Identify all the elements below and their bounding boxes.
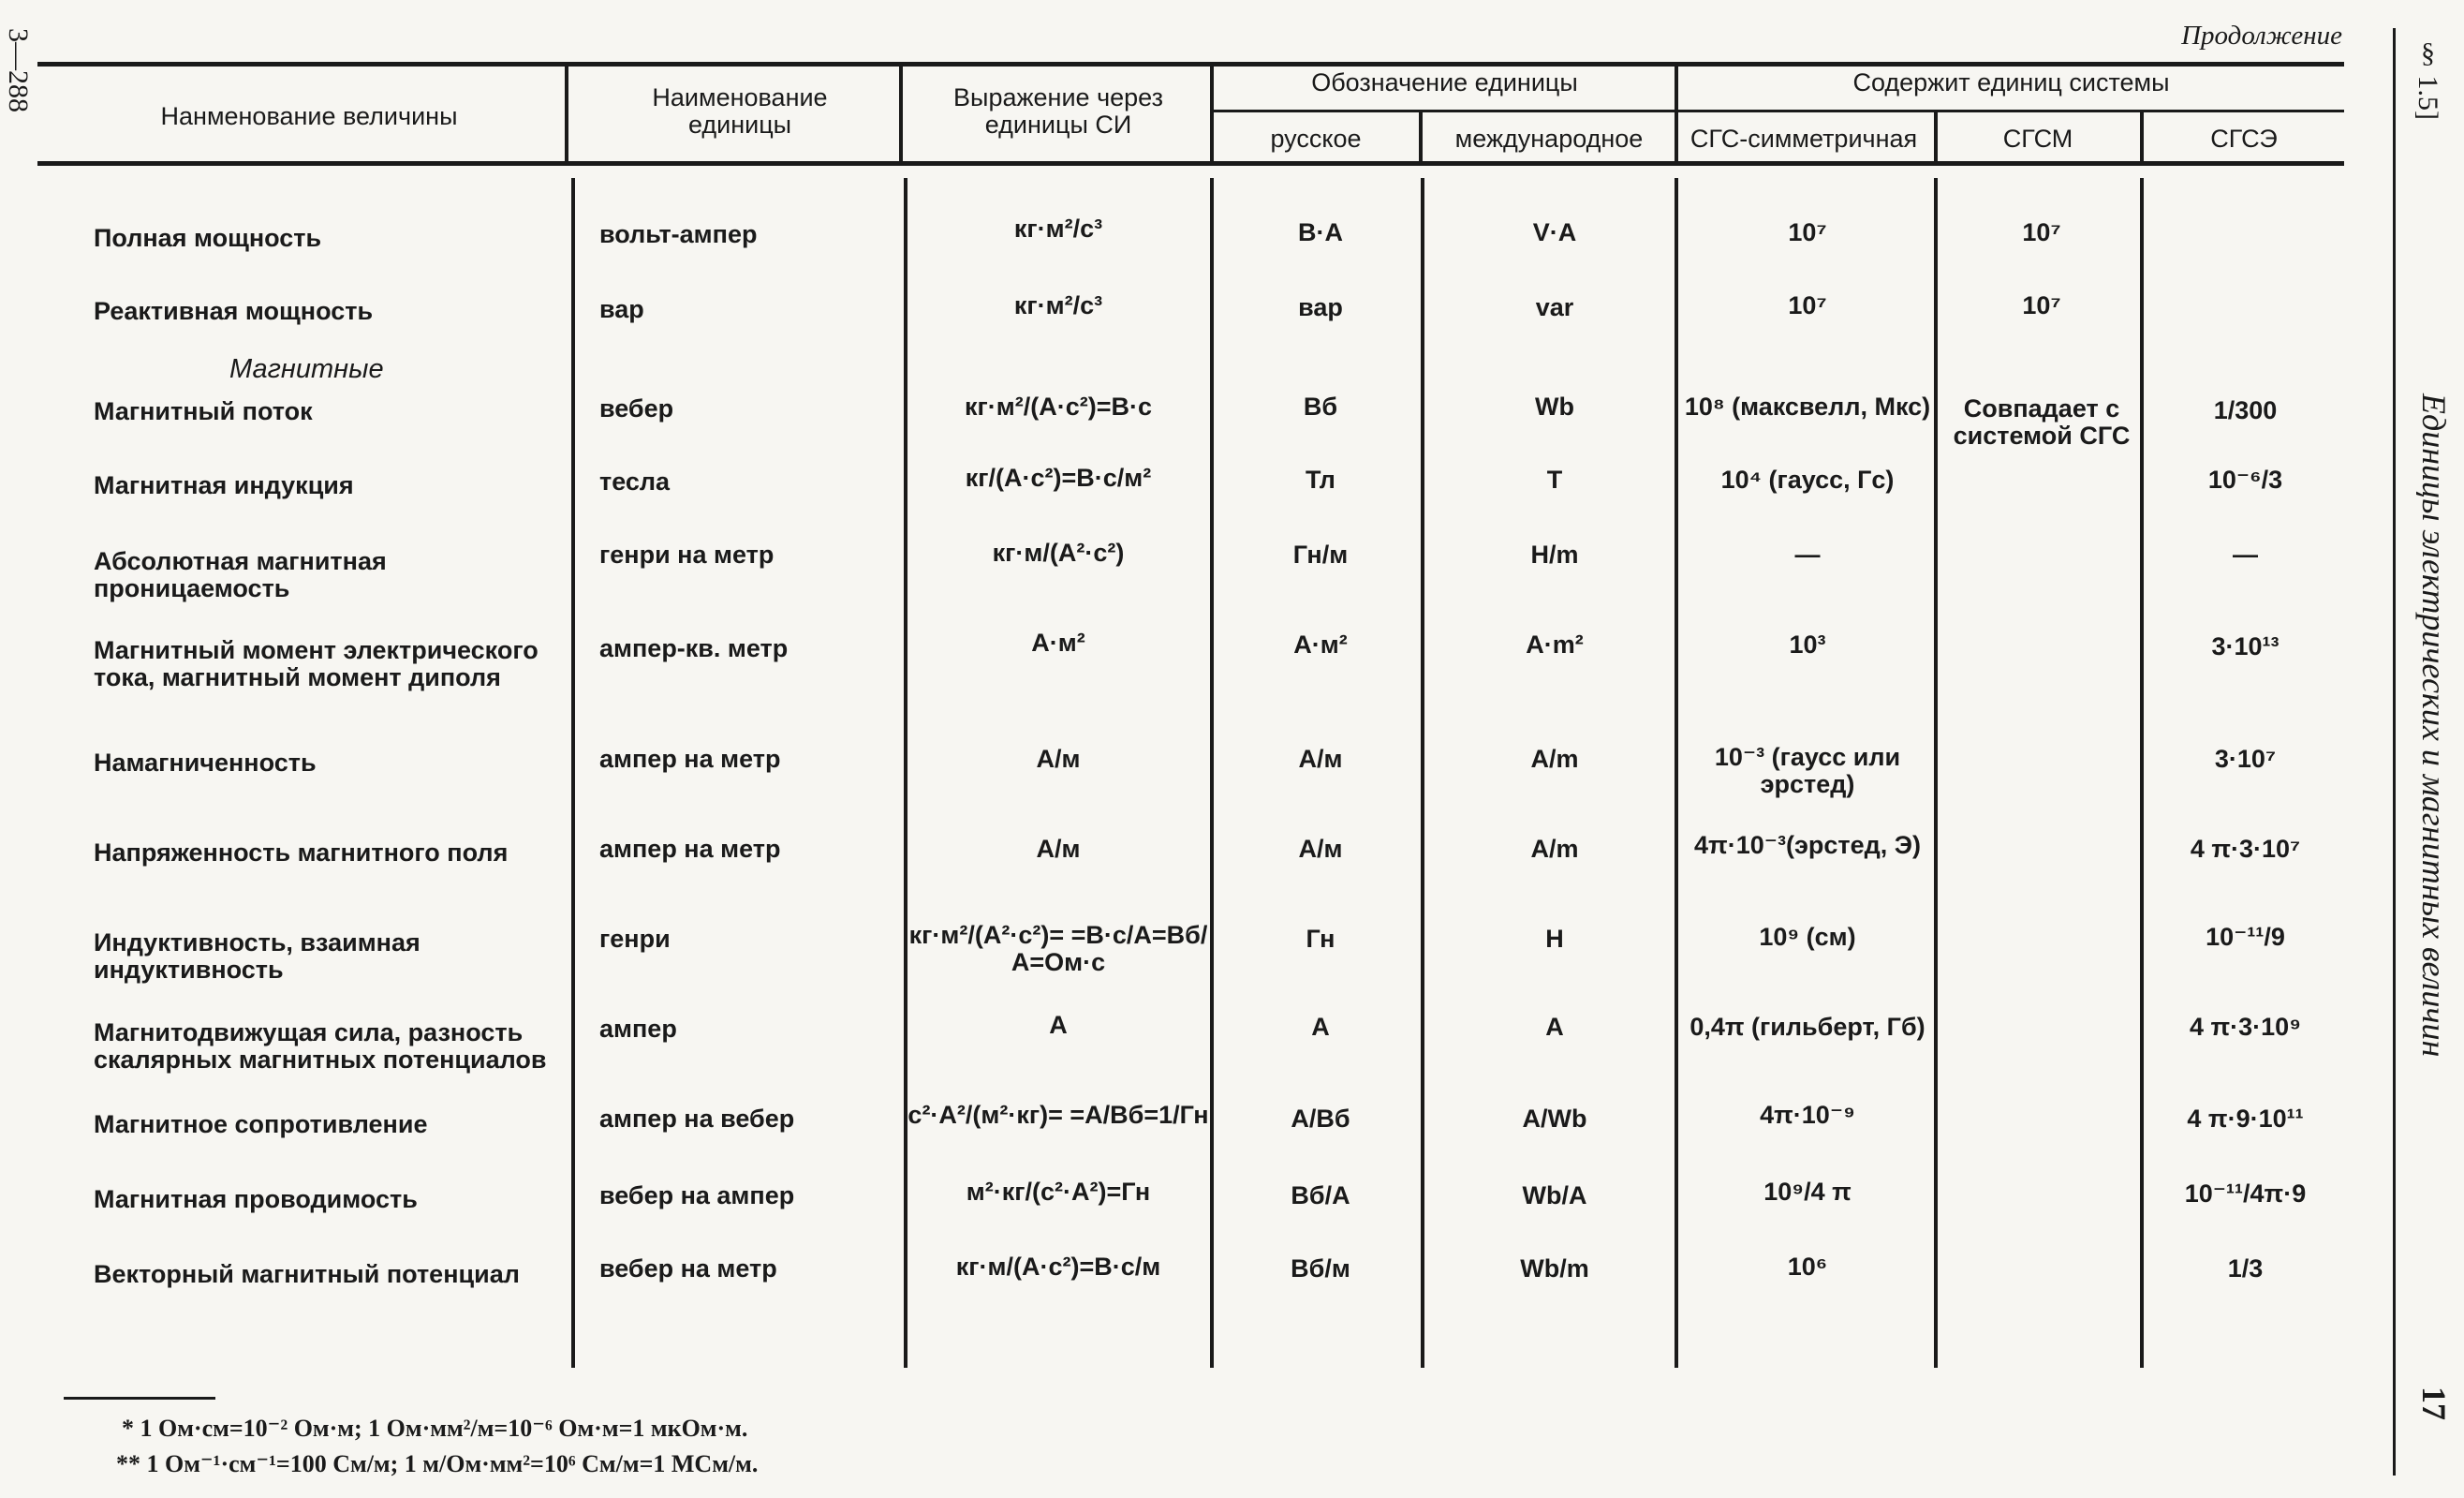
footnote-2: ** 1 Ом⁻¹·см⁻¹=100 См/м; 1 м/Ом·мм²=10⁶ См/м=1 МСм/м. bbox=[116, 1450, 759, 1477]
row-designation-ru: Вб bbox=[1303, 393, 1338, 421]
row-cgs-symmetric: 10⁶ bbox=[1787, 1253, 1828, 1281]
row-unit: ампер на метр bbox=[599, 835, 781, 863]
row-unit: вебер на метр bbox=[599, 1254, 777, 1283]
page-number: 17 bbox=[2415, 1387, 2453, 1420]
row-cgsm: 10⁷ bbox=[2022, 291, 2061, 319]
col-rule-4-header bbox=[1419, 112, 1423, 163]
col-rule-1-body bbox=[571, 178, 575, 1368]
table-top-rule bbox=[37, 62, 2344, 67]
row-cgs-symmetric: 10⁴ (гаусс, Гс) bbox=[1720, 466, 1895, 494]
row-designation-ru: А/Вб bbox=[1291, 1105, 1350, 1133]
row-designation-ru: А/м bbox=[1298, 835, 1343, 863]
col-rule-2-header bbox=[899, 66, 903, 163]
col-rule-3-header bbox=[1210, 66, 1214, 163]
row-designation-ru: Вб/м bbox=[1291, 1254, 1350, 1283]
row-si-expression: А/м bbox=[1036, 835, 1081, 863]
row-unit: вебер на ампер bbox=[599, 1181, 795, 1209]
row-designation-intl: H bbox=[1545, 925, 1564, 953]
section-magnetic: Магнитные bbox=[229, 354, 384, 384]
row-designation-ru: Тл bbox=[1306, 466, 1335, 494]
row-si-expression: м²·кг/(с²·А²)=Гн bbox=[966, 1178, 1151, 1206]
header-contains: Содержит единиц системы bbox=[1852, 68, 2170, 96]
row-cgs-symmetric: 0,4π (гильберт, Гб) bbox=[1689, 1013, 1925, 1041]
row-quantity: Магнитная индукция bbox=[94, 471, 354, 499]
header-designation: Обозначение единицы bbox=[1311, 68, 1578, 96]
row-designation-ru: В·А bbox=[1298, 218, 1343, 246]
right-margin-rule bbox=[2393, 28, 2396, 1476]
row-unit: тесла bbox=[599, 467, 671, 496]
row-designation-ru: Гн bbox=[1306, 925, 1335, 953]
row-quantity: Магнитодвижущая сила, разность скалярных магнитных потенциалов bbox=[94, 1018, 547, 1074]
row-cgse: 4 π·3·10⁷ bbox=[2190, 835, 2301, 863]
row-designation-intl: A·m² bbox=[1526, 630, 1584, 659]
row-si-expression: кг·м/(А·с²)=В·с/м bbox=[955, 1253, 1161, 1281]
row-quantity: Магнитный момент электрического тока, магнитный момент диполя bbox=[94, 636, 539, 691]
row-designation-intl: A/Wb bbox=[1522, 1105, 1587, 1133]
row-cgsm: Совпадает с системой СГС bbox=[1953, 394, 2131, 450]
row-designation-intl: T bbox=[1546, 466, 1563, 494]
row-unit: генри на метр bbox=[599, 541, 775, 569]
row-unit: генри bbox=[599, 925, 671, 953]
row-designation-ru: А bbox=[1311, 1013, 1330, 1041]
row-unit: вар bbox=[599, 295, 644, 323]
row-designation-intl: V·A bbox=[1532, 218, 1577, 246]
header-unit-name: Наименование единицы bbox=[652, 83, 828, 139]
row-cgs-symmetric: 4π·10⁻³(эрстед, Э) bbox=[1694, 831, 1921, 859]
row-designation-ru: А·м² bbox=[1293, 630, 1348, 659]
row-designation-intl: A bbox=[1545, 1013, 1564, 1041]
row-designation-ru: вар bbox=[1298, 293, 1343, 321]
header-designation-intl: международное bbox=[1454, 125, 1644, 153]
row-designation-intl: Wb/A bbox=[1522, 1181, 1587, 1209]
row-cgs-symmetric: 10³ bbox=[1789, 630, 1826, 659]
row-quantity: Напряженность магнитного поля bbox=[94, 838, 509, 867]
running-title: Единицы электрических и магнитных величин bbox=[2415, 393, 2453, 1058]
footnote-1: * 1 Ом·см=10⁻² Ом·м; 1 Ом·мм²/м=10⁻⁶ Ом·м=1 мкОм·м. bbox=[122, 1415, 748, 1442]
row-quantity: Магнитное сопротивление bbox=[94, 1110, 428, 1138]
footnote-rule bbox=[64, 1397, 215, 1400]
row-si-expression: А·м² bbox=[1031, 629, 1085, 657]
col-rule-1-header bbox=[565, 66, 568, 163]
row-quantity: Намагниченность bbox=[94, 749, 317, 777]
row-cgs-symmetric: 10⁷ bbox=[1788, 291, 1827, 319]
row-cgsm: 10⁷ bbox=[2022, 218, 2061, 246]
row-cgse: 3·10¹³ bbox=[2211, 632, 2280, 660]
row-cgse: 10⁻⁶/3 bbox=[2207, 466, 2283, 494]
row-unit: вольт-ампер bbox=[599, 220, 758, 248]
row-cgs-symmetric: — bbox=[1794, 541, 1821, 569]
row-cgs-symmetric: 10⁸ (максвелл, Мкс) bbox=[1684, 393, 1931, 421]
col-rule-7-header bbox=[2140, 112, 2144, 163]
row-designation-ru: А/м bbox=[1298, 745, 1343, 773]
table-header-rule bbox=[37, 161, 2344, 166]
row-unit: ампер на вебер bbox=[599, 1105, 795, 1133]
row-si-expression: кг·м²/(А²·с²)= =В·с/А=Вб/А=Ом·с bbox=[908, 921, 1208, 976]
header-quantity: Нанменование величины bbox=[160, 102, 458, 130]
row-quantity: Индуктивность, взаимная индуктивность bbox=[94, 928, 421, 984]
row-cgse: 1/300 bbox=[2213, 396, 2278, 424]
header-sys-cgsm: СГСМ bbox=[2002, 125, 2073, 153]
row-cgs-symmetric: 10⁻³ (гаусс или эрстед) bbox=[1714, 743, 1901, 798]
row-unit: ампер-кв. метр bbox=[599, 634, 789, 662]
row-cgse: 1/3 bbox=[2227, 1254, 2264, 1283]
row-si-expression: А/м bbox=[1036, 745, 1081, 773]
row-cgse: 4 π·3·10⁹ bbox=[2189, 1013, 2302, 1041]
row-quantity: Магнитная проводимость bbox=[94, 1185, 418, 1213]
row-quantity: Векторный магнитный потенциал bbox=[94, 1260, 520, 1288]
row-si-expression: А bbox=[1049, 1011, 1068, 1039]
row-cgse: 10⁻¹¹/9 bbox=[2206, 923, 2285, 951]
row-designation-intl: A/m bbox=[1530, 745, 1579, 773]
row-si-expression: кг·м/(А²·с²) bbox=[992, 539, 1125, 567]
row-cgse: 4 π·9·10¹¹ bbox=[2187, 1105, 2304, 1133]
row-cgs-symmetric: 10⁹ (см) bbox=[1759, 923, 1856, 951]
row-cgs-symmetric: 4π·10⁻⁹ bbox=[1760, 1101, 1855, 1129]
continuation-label: Продолжение bbox=[2181, 21, 2342, 51]
row-cgse: — bbox=[2233, 541, 2258, 569]
header-sys-cgs-symmetric: СГС-симметричная bbox=[1689, 125, 1918, 153]
row-quantity: Магнитный поток bbox=[94, 397, 313, 425]
designation-subrule bbox=[1212, 110, 1676, 112]
row-designation-ru: Вб/А bbox=[1291, 1181, 1350, 1209]
row-si-expression: кг·м²/(А·с²)=В·с bbox=[965, 393, 1152, 421]
row-si-expression: кг·м²/с³ bbox=[1013, 215, 1103, 243]
header-sys-cgse: СГСЭ bbox=[2210, 125, 2278, 153]
row-cgse: 3·10⁷ bbox=[2214, 745, 2277, 773]
row-unit: вебер bbox=[599, 394, 674, 423]
row-cgs-symmetric: 10⁹/4 π bbox=[1763, 1178, 1852, 1206]
contains-subrule bbox=[1676, 110, 2344, 112]
header-si-expression: Выражение через единицы СИ bbox=[953, 83, 1163, 139]
row-unit: ампер на метр bbox=[599, 745, 781, 773]
row-si-expression: с²·А²/(м²·кг)= =А/Вб=1/Гн bbox=[907, 1101, 1209, 1129]
row-si-expression: кг/(А·с²)=В·с/м² bbox=[965, 464, 1152, 492]
row-quantity: Абсолютная магнитная проницаемость bbox=[94, 547, 387, 602]
row-cgse: 10⁻¹¹/4π·9 bbox=[2184, 1179, 2307, 1208]
row-designation-intl: H/m bbox=[1530, 541, 1579, 569]
row-designation-intl: var bbox=[1535, 293, 1574, 321]
section-label: § 1.5] bbox=[2412, 37, 2443, 120]
row-unit: ампер bbox=[599, 1015, 677, 1043]
row-designation-intl: Wb/m bbox=[1520, 1254, 1589, 1283]
row-cgs-symmetric: 10⁷ bbox=[1788, 218, 1827, 246]
row-designation-ru: Гн/м bbox=[1292, 541, 1349, 569]
row-quantity: Реактивная мощность bbox=[94, 297, 374, 325]
left-page-reference: 3—288 bbox=[3, 28, 34, 112]
row-designation-intl: Wb bbox=[1535, 393, 1574, 421]
row-designation-intl: A/m bbox=[1530, 835, 1579, 863]
row-quantity: Полная мощность bbox=[94, 224, 322, 252]
col-rule-7-body bbox=[2140, 178, 2144, 1368]
header-designation-ru: русское bbox=[1270, 125, 1362, 153]
row-si-expression: кг·м²/с³ bbox=[1013, 291, 1103, 319]
